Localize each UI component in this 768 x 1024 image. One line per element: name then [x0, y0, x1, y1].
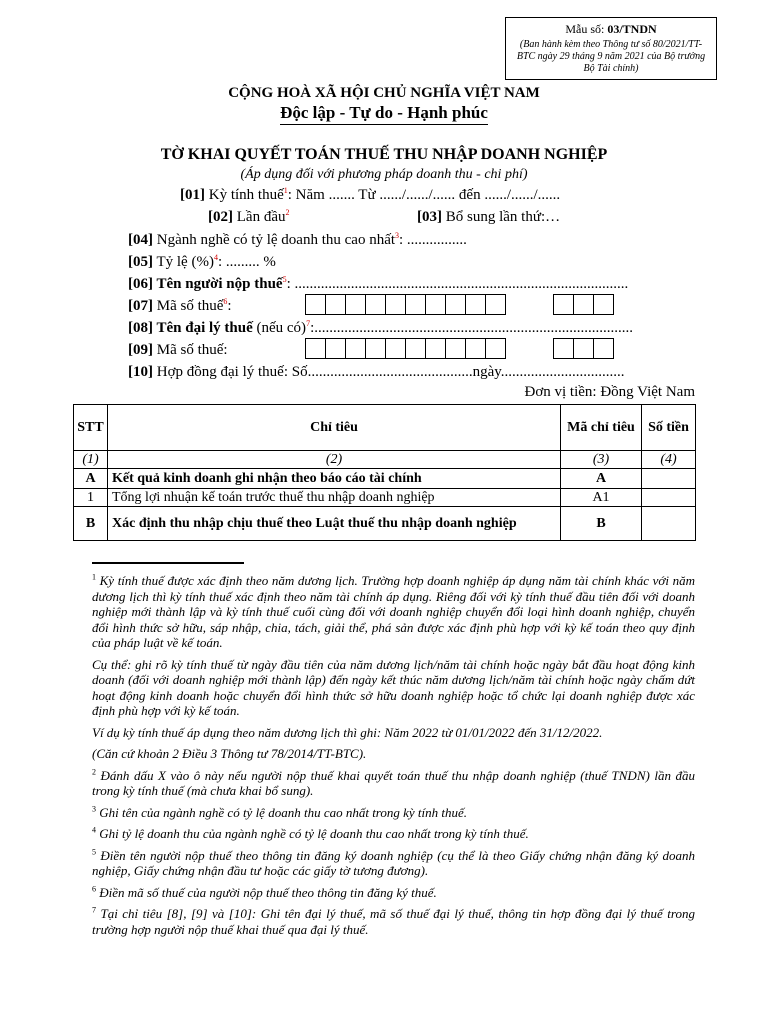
tax-code-cell[interactable] — [593, 294, 614, 315]
field-06-label: Tên người nộp thuế — [153, 276, 283, 292]
row-chi-tieu: Tổng lợi nhuận kế toán trước thuế thu nhập doanh nghiệp — [108, 489, 561, 507]
field-07-footnote-ref: 6 — [223, 297, 228, 306]
footnote-text: Kỳ tính thuế được xác định theo năm dương lịch. Trường hợp doanh nghiệp áp dụng năm tài chính khác với năm dương lịch thì kỳ tính thuế xác định theo năm tài chính áp dụng. Riêng đối với kỳ tính thuế đầu tiên đối với doanh nghiệp mới thành lập và kỳ tính thuế cuối cùng đối với doanh nghiệp chuyển đổi loại hình doanh nghiệp, chuyển đổi hình thức sở hữu, sáp nhập, chia, tách, giải thể, phá sản được xác định phù hợp với kỳ kế toán theo quy định của pháp luật về kế toán. — [92, 573, 695, 650]
field-02-footnote-ref: 2 — [285, 208, 290, 217]
footnote-number: 4 — [92, 825, 96, 835]
tax-code-boxes-main[interactable] — [306, 294, 506, 315]
footnote-2 — [92, 768, 695, 799]
tax-code-cell[interactable] — [405, 338, 426, 359]
row-chi-tieu: Kết quả kinh doanh ghi nhận theo báo cáo tài chính — [108, 469, 561, 489]
tax-code-cell[interactable] — [365, 338, 386, 359]
footnote-number: 3 — [92, 804, 96, 814]
field-01-value[interactable]: : Năm ....... Từ ....../....../...... đến ....../....../...... — [287, 187, 561, 203]
footnote-1-detail: Cụ thể: ghi rõ kỳ tính thuế từ ngày đầu tiên của năm dương lịch/năm tài chính hoặc ngày bắt đầu hoạt động kinh doanh (đối với doanh nghiệp mới thành lập) đến ngày kết thúc năm dương lịch/năm tài chính hoặc ngày chấm dứt hoạt động kinh doanh hoặc chuyển đổi hình thức sở hữu doanh nghiệp hoặc tổ chức lại doanh nghiệp được xác định phù hợp với kỳ kế toán. — [92, 656, 695, 718]
tax-code-cell[interactable] — [445, 338, 466, 359]
field-09 — [128, 342, 228, 359]
agent-tax-code-boxes-main[interactable] — [306, 338, 506, 359]
field-08-code: [08] — [128, 320, 153, 336]
form-code-line — [506, 22, 716, 37]
footnote-text: Đánh dấu X vào ô này nếu người nộp thuế khai quyết toán thuế thu nhập doanh nghiệp (thuế TNDN) lần đầu trong kỳ tính thuế (mà chưa khai bổ sung). — [92, 767, 695, 798]
footnote-4 — [92, 826, 695, 842]
footnote-number: 1 — [92, 572, 96, 582]
field-04-value[interactable]: : ................ — [399, 232, 467, 248]
footnote-1-basis: (Căn cứ khoản 2 Điều 3 Thông tư 78/2014/TT-BTC). — [92, 746, 367, 761]
table-row — [74, 507, 696, 541]
field-10 — [128, 364, 625, 381]
tax-code-cell[interactable] — [325, 338, 346, 359]
tax-code-cell[interactable] — [573, 294, 594, 315]
tax-code-cell[interactable] — [385, 338, 406, 359]
field-07-colon: : — [227, 298, 232, 314]
nation-heading: CỘNG HOÀ XÃ HỘI CHỦ NGHĨA VIỆT NAM — [228, 85, 540, 101]
field-04 — [128, 232, 467, 249]
field-10-label: Hợp đồng đại lý thuế: Số — [153, 364, 308, 380]
tax-code-cell[interactable] — [365, 294, 386, 315]
document-subtitle: (Áp dụng đối với phương pháp doanh thu - chi phí) — [240, 167, 528, 182]
row-stt: A — [74, 469, 108, 489]
index-cell: (4) — [642, 451, 696, 469]
footnote-number: 2 — [92, 767, 96, 777]
tax-code-cell[interactable] — [485, 294, 506, 315]
field-10-code: [10] — [128, 364, 153, 380]
footnote-text: Tại chỉ tiêu [8], [9] và [10]: Ghi tên đại lý thuế, mã số thuế đại lý thuế, thông tin hợp đồng đại lý thuế trong trường hợp người nộp thuế khai thuế qua đại lý thuế. — [92, 906, 695, 937]
field-01-code: [01] — [180, 187, 205, 203]
field-08-label-optional: (nếu có) — [252, 320, 307, 336]
field-08-label: Tên đại lý thuế — [153, 320, 253, 336]
tax-code-cell[interactable] — [405, 294, 426, 315]
field-07 — [128, 298, 232, 315]
row-ma: A1 — [561, 489, 642, 507]
footnote-number: 5 — [92, 847, 96, 857]
field-08-footnote-ref: 7 — [306, 319, 311, 328]
field-04-code: [04] — [128, 232, 153, 248]
footnotes — [92, 573, 695, 943]
field-03[interactable] — [417, 209, 560, 226]
currency-unit: Đơn vị tiền: Đồng Việt Nam — [524, 384, 695, 400]
index-cell: (2) — [108, 451, 561, 469]
footnote-1 — [92, 573, 695, 651]
row-ma: B — [561, 507, 642, 541]
field-06-code: [06] — [128, 276, 153, 292]
index-cell: (3) — [561, 451, 642, 469]
footnote-6 — [92, 885, 695, 901]
tax-code-cell[interactable] — [593, 338, 614, 359]
field-03-code: [03] — [417, 209, 442, 225]
agent-tax-code-boxes-branch[interactable] — [554, 338, 614, 359]
field-05-code: [05] — [128, 254, 153, 270]
footnote-3 — [92, 805, 695, 821]
field-05-label: Tỷ lệ (%) — [153, 254, 214, 270]
index-cell: (1) — [74, 451, 108, 469]
row-so-tien[interactable] — [642, 507, 696, 541]
row-stt: B — [74, 507, 108, 541]
tax-code-cell[interactable] — [553, 338, 574, 359]
field-09-label: Mã số thuế: — [153, 342, 228, 358]
tax-code-cell[interactable] — [345, 294, 366, 315]
tax-code-cell[interactable] — [385, 294, 406, 315]
field-08 — [128, 320, 633, 337]
footnote-7 — [92, 906, 695, 937]
footnote-text: Điền tên người nộp thuế theo thông tin đăng ký doanh nghiệp (cụ thể là theo Giấy chứng nhận đăng ký doanh nghiệp, Giấy chứng nhận đầu tư hoặc các giấy tờ tương đương). — [92, 847, 695, 878]
document-title: TỜ KHAI QUYẾT TOÁN THUẾ THU NHẬP DOANH NGHIỆP — [160, 146, 608, 163]
table-row — [74, 469, 696, 489]
tax-code-boxes-branch[interactable] — [554, 294, 614, 315]
field-01-footnote-ref: 1 — [283, 186, 288, 195]
field-05 — [128, 254, 276, 271]
field-04-label: Ngành nghề có tỷ lệ doanh thu cao nhất — [153, 232, 396, 248]
row-stt: 1 — [74, 489, 108, 507]
footnote-text: Điền mã số thuế của người nộp thuế theo thông tin đăng ký thuế. — [96, 884, 437, 900]
header-stt: STT — [74, 405, 108, 451]
table-index-row — [74, 451, 696, 469]
field-05-value[interactable]: : ......... % — [217, 254, 276, 270]
field-08-value[interactable]: :..................................................................................... — [310, 320, 633, 336]
tax-code-cell[interactable] — [553, 294, 574, 315]
footnote-text: Ghi tỷ lệ doanh thu của ngành nghề có tỷ lệ doanh thu cao nhất trong kỳ tính thuế. — [96, 826, 529, 841]
row-so-tien[interactable] — [642, 489, 696, 507]
field-07-label: Mã số thuế — [153, 298, 224, 314]
field-06 — [128, 276, 628, 293]
motto-wrap — [0, 103, 768, 125]
field-09-code: [09] — [128, 342, 153, 358]
tax-code-cell[interactable] — [425, 338, 446, 359]
tax-code-cell[interactable] — [325, 294, 346, 315]
row-chi-tieu: Xác định thu nhập chịu thuế theo Luật thuế thu nhập doanh nghiệp — [108, 507, 561, 541]
footnote-text: Ghi tên của ngành nghề có tỷ lệ doanh thu cao nhất trong kỳ tính thuế. — [96, 804, 468, 820]
field-10-value[interactable]: ............................................ngày................................. — [307, 364, 625, 380]
form-code-label: Mẫu số: — [565, 22, 608, 36]
field-02-code: [02] — [208, 209, 233, 225]
table-header-row — [74, 405, 696, 451]
header-ma-chi-tieu: Mã chỉ tiêu — [561, 405, 642, 451]
tax-code-cell[interactable] — [305, 338, 326, 359]
field-07-code: [07] — [128, 298, 153, 314]
tax-code-cell[interactable] — [425, 294, 446, 315]
motto: Độc lập - Tự do - Hạnh phúc — [280, 103, 488, 125]
tax-code-cell[interactable] — [345, 338, 366, 359]
footnote-1-example: Ví dụ kỳ tính thuế áp dụng theo năm dương lịch thì ghi: Năm 2022 từ 01/01/2022 đến 31/12/2022. — [92, 724, 603, 740]
header-so-tien: Số tiền — [642, 405, 696, 451]
form-code: 03/TNDN — [607, 22, 657, 36]
field-06-value[interactable]: : ......................................................................................... — [286, 276, 629, 292]
field-05-footnote-ref: 4 — [213, 253, 218, 262]
tax-code-cell[interactable] — [445, 294, 466, 315]
field-01-label: Kỳ tính thuế — [205, 187, 284, 203]
tax-table — [73, 404, 696, 541]
field-02-label: Lần đầu — [233, 209, 286, 225]
tax-code-cell[interactable] — [573, 338, 594, 359]
field-06-footnote-ref: 5 — [282, 275, 287, 284]
field-03-label: Bổ sung lần thứ:… — [442, 209, 561, 225]
tax-code-cell[interactable] — [305, 294, 326, 315]
row-ma: A — [561, 469, 642, 489]
form-code-box — [505, 17, 717, 80]
row-so-tien[interactable] — [642, 469, 696, 489]
form-issuance-note: (Ban hành kèm theo Thông tư số 80/2021/TT-BTC ngày 29 tháng 9 năm 2021 của Bộ trưởng Bộ Tài chính) — [516, 39, 706, 74]
footnote-number: 6 — [92, 884, 96, 894]
field-01 — [180, 187, 560, 204]
tax-code-cell[interactable] — [485, 338, 506, 359]
table-row — [74, 489, 696, 507]
header-chi-tieu: Chỉ tiêu — [108, 405, 561, 451]
tax-code-cell[interactable] — [465, 294, 486, 315]
tax-code-cell[interactable] — [465, 338, 486, 359]
footnote-separator — [92, 562, 244, 564]
field-02[interactable] — [208, 209, 289, 226]
field-04-footnote-ref: 3 — [395, 231, 400, 240]
footnote-5 — [92, 848, 695, 879]
footnote-number: 7 — [92, 905, 96, 915]
